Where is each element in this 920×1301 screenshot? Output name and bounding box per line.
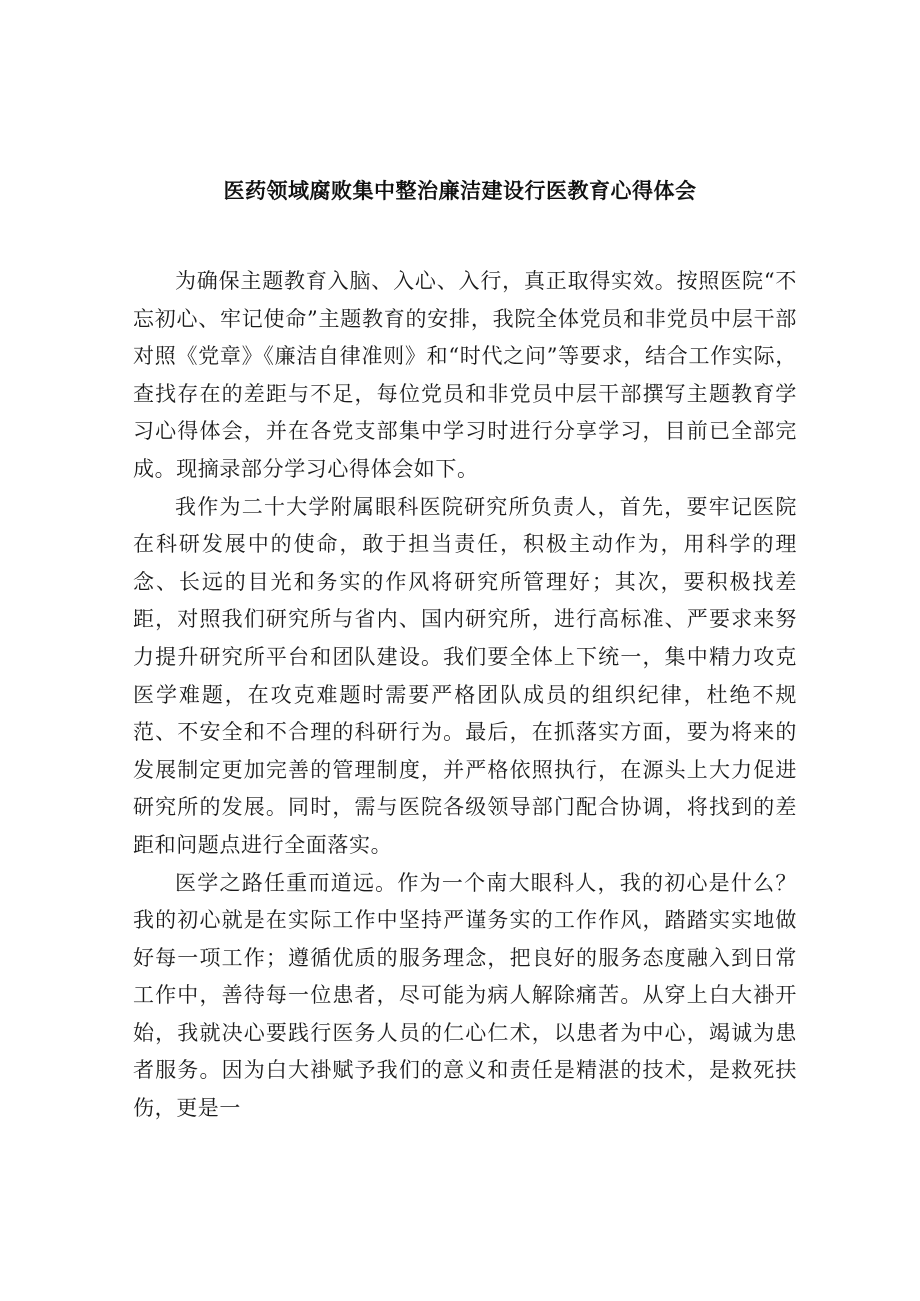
paragraph-intro: 为确保主题教育入脑、入心、入行，真正取得实效。按照医院“不忘初心、牢记使命”主题教育的安排，我院全体党员和非党员中层干部对照《党章》《廉洁自律准则》和“时代之问”等要求，结合工作实际，查找存在的差距与不足，每位党员和非党员中层干部撰写主题教育学习心得体会，并在各党支部集中学习时进行分享学习，目前已全部完成。现摘录部分学习心得体会如下。 xyxy=(133,269,797,481)
document-body xyxy=(133,263,797,1128)
paragraph-original-intention: 医学之路任重而道远。作为一个南大眼科人，我的初心是什么？我的初心就是在实际工作中坚持严谨务实的工作作风，踏踏实实地做好每一项工作；遵循优质的服务理念，把良好的服务态度融入到日常工作中，善待每一位患者，尽可能为病人解除痛苦。从穿上白大褂开始，我就决心要践行医务人员的仁心仁术，以患者为中心，竭诚为患者服务。因为白大褂赋予我们的意义和责任是精湛的技术，是救死扶伤，更是一 xyxy=(133,870,797,1121)
paragraph-research-institute: 我作为二十大学附属眼科医院研究所负责人，首先，要牢记医院在科研发展中的使命，敢于担当责任，积极主动作为，用科学的理念、长远的目光和务实的作风将研究所管理好；其次，要积极找差距，对照我们研究所与省内、国内研究所，进行高标准、严要求来努力提升研究所平台和团队建设。我们要全体上下统一，集中精力攻克医学难题，在攻克难题时需要严格团队成员的组织纪律，杜绝不规范、不安全和不合理的科研行为。最后，在抓落实方面，要为将来的发展制定更加完善的管理制度，并严格依照执行，在源头上大力促进研究所的发展。同时，需与医院各级领导部门配合协调，将找到的差距和问题点进行全面落实。 xyxy=(133,494,797,857)
document-title: 医药领域腐败集中整治廉洁建设行医教育心得体会 xyxy=(223,179,697,203)
